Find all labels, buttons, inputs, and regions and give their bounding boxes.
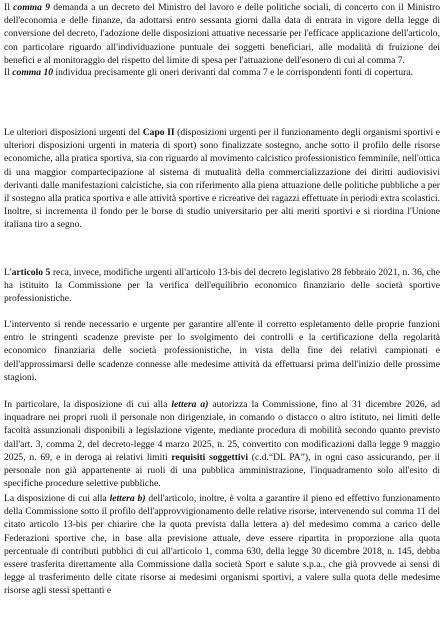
paragraph-text: dell'articolo, inoltre, è volta a garantire il pieno ed effettivo funzionamento della Commissione sotto il profilo dell'approvvigionamento delle relative risorse, intervenendo sul comma 11 del citato articolo 13-bis per chiarire che la quota prevista dalla lettera a) del medesimo comma a carico delle Federazioni sportive che, in base alla previsione attuale, deve essere ripartita in proporzione alla quota percentuale di contributi pubblici di cui all'articolo 1, comma 630, della legge 30 dicembre 2018, n. 145, debba essere trasferita direttamente alla Commissione dalla società Sport e salute s.p.a., che già provvede ai sensi di legge al trasferimento delle citate risorse ai medesimi organismi sportivi, a valere sulla quota delle medesime risorse agli stessi spettanti e xyxy=(4,493,440,597)
emphasized-text: lettera b) xyxy=(109,493,146,504)
paragraph-lettera-b xyxy=(4,492,440,598)
emphasized-text: articolo 5 xyxy=(11,267,51,278)
paragraph-articolo-5 xyxy=(4,266,440,306)
paragraph-text: La disposizione di cui alla xyxy=(4,493,110,504)
paragraph-text: autorizza la Commissione, fino al 31 dicembre 2026, ad inquadrare nei propri ruoli il personale non dirigenziale, in comando o distacco o altro istituto, nei limiti delle facoltà assunzionali disponibili a legislazione vigente, mediante procedura di mobilità secondo quanto previsto dall'art. 3, comma 2, del decreto-legge 4 marzo 2025, n. 25, convertito con modificazioni dalla legge 9 maggio 2025, n. 69, e in deroga ai relativi limiti xyxy=(4,399,440,463)
paragraph-comma-10 xyxy=(4,66,440,79)
paragraph-text: Il xyxy=(4,2,14,13)
emphasized-text: requisiti soggettivi xyxy=(171,451,249,463)
paragraph-text: L' xyxy=(4,267,12,278)
paragraph-text: Le ulteriori disposizioni urgenti del xyxy=(4,127,143,138)
paragraph-text: demanda a un decreto del Ministro del lavoro e delle politiche sociali, di concerto con il Ministro dell'economia e delle finanze, da adottarsi entro sessanta giorni dalla data di entrata in vigore della legge di conversione del decreto, l'adozione delle disposizioni attuative necessarie per l'efficace applicazione dell'articolo, con particolare riguardo all'individuazione puntuale dei soggetti beneficiari, alle modalità di fruizione dei benefici e al monitoraggio del rispetto del limite di spesa per l'attuazione dell'esonero di cui al comma 7. xyxy=(4,2,440,66)
emphasized-text: lettera a) xyxy=(171,399,209,410)
paragraph-lettera-a xyxy=(4,398,440,490)
emphasized-text: comma 10 xyxy=(12,67,54,78)
paragraph-text: (c.d.“DL PA”), in ogni caso assicurando, per il personale non già appartenente ai ruoli di una pubblica amministrazione, l'inquadramento solo all'esito di specifiche procedure selettive pubbliche. xyxy=(4,451,440,490)
emphasized-text: Capo II xyxy=(142,127,175,138)
paragraph-intervento xyxy=(4,318,440,384)
paragraph-capo-ii xyxy=(4,126,440,232)
paragraph-text: L'intervento si rende necessario e urgente per garantire all'ente il corretto espletamento delle proprie funzioni entro le stringenti scadenze previste per lo svolgimento dei controlli e la certificazione della regolarità economico finanziaria delle società professionistiche, in vista della fine dei relativi campionati e dell'approssimarsi delle scadenze connesse alle medesime attività da effettuarsi prima dell'inizio delle prossime stagioni. xyxy=(4,319,440,383)
paragraph-text: (disposizioni urgenti per il funzionamento degli organismi sportivi e ulteriori disposizioni urgenti in materia di sport) sono finalizzate sostegno, anche sotto il profilo delle risorse economiche, alla pratica sportiva, sia con riguardo al movimento calcistico professionistico femminile, nell'ottica di una maggior compartecipazione al sistema di mutualità della commercializzazione dei diritti audiovisivi derivanti dalle manifestazioni calcistiche, sia con riferimento alla piena attuazione delle politiche pubbliche a per il sostegno alla pratica sportiva e alle attività sportive e ricreative dei ragazzi effettuate in periodi extra scolastici. Inoltre, si incrementa il fondo per le borse di studio universitario per alti meriti sportivi e si riordina l'Unione italiana tiro a segno. xyxy=(4,127,440,231)
emphasized-text: comma 9 xyxy=(13,2,50,13)
paragraph-comma-9 xyxy=(4,1,440,67)
paragraph-text: Il xyxy=(4,67,13,78)
paragraph-text: In particolare, la disposizione di cui alla xyxy=(4,399,172,410)
paragraph-text: reca, invece, modifiche urgenti all'articolo 13-bis del decreto legislativo 28 febbraio 2021, n. 36, che ha istituito la Commissione per la verifica dell'equilibrio economico finanziario delle società sportive professionistiche. xyxy=(4,267,440,305)
paragraph-text: individua precisamente gli oneri derivanti dal comma 7 e le corrispondenti fonti di copertura. xyxy=(53,67,413,78)
